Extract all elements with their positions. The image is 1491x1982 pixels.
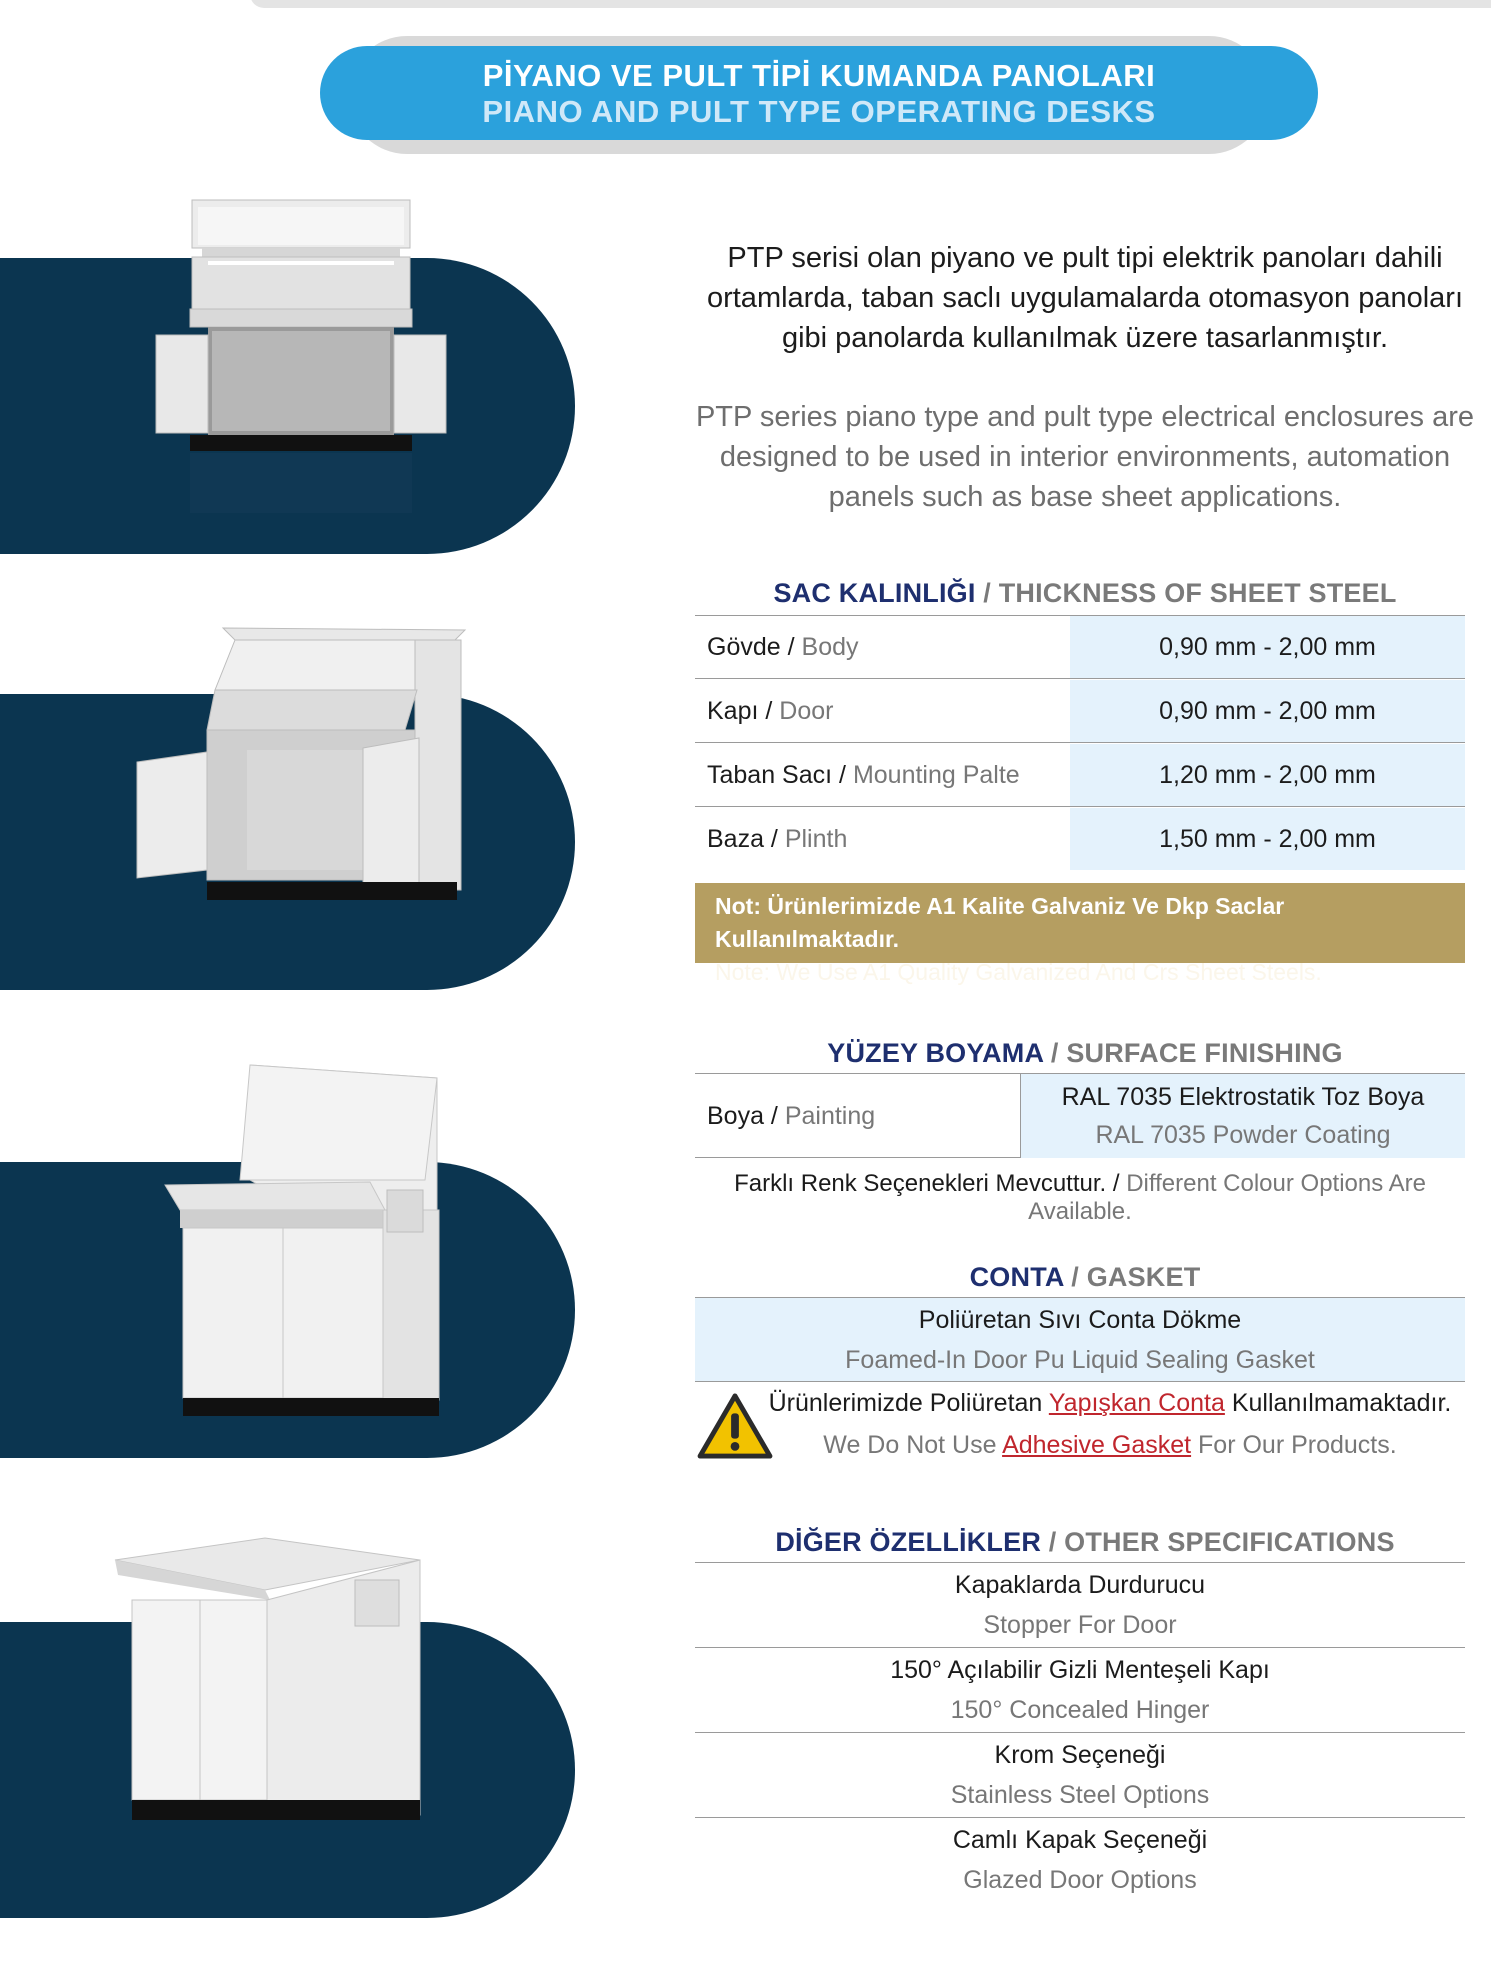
other-specs-heading-tr: DİĞER ÖZELLİKLER (775, 1527, 1042, 1557)
painting-row (695, 1074, 1465, 1158)
other-specs-heading: DİĞER ÖZELLİKLER / OTHER SPECIFICATIONS (775, 1527, 1395, 1557)
colour-options-en: Different Colour Options Are Available. (1028, 1170, 1426, 1225)
thickness-row-value: 1,20 mm - 2,00 mm (1070, 744, 1465, 806)
colour-options: Farklı Renk Seçenekleri Mevcuttur. / Different Colour Options Are Available. (734, 1170, 1426, 1225)
spec-item: 150° Açılabilir Gizli Menteşeli Kapı 150° Concealed Hinger (695, 1648, 1465, 1733)
material-note-en: Note: We Use A1 Quality Galvanized And Crs Sheet Steels. (715, 959, 1322, 985)
thickness-heading-en: THICKNESS OF SHEET STEEL (998, 578, 1397, 608)
title-banner (320, 46, 1318, 140)
thickness-row-label: Taban Sacı / Mounting Palte (707, 761, 1020, 789)
gasket-value-tr: Poliüretan Sıvı Conta Dökme (918, 1306, 1242, 1334)
gasket-warning-en: We Do Not Use Adhesive Gasket For Our Products. (823, 1431, 1397, 1459)
title-en: PIANO AND PULT TYPE OPERATING DESKS (482, 94, 1156, 129)
intro-text-en: PTP series piano type and pult type electrical enclosures are designed to be used in interior environments, automation panels such as base sheet applications. (695, 401, 1475, 513)
thickness-row-value: 0,90 mm - 2,00 mm (1070, 680, 1465, 742)
product-image-pult-desk-closed (155, 1060, 445, 1420)
material-note (695, 883, 1465, 985)
gasket-value (695, 1298, 1465, 1382)
title-tr: PİYANO VE PULT TİPİ KUMANDA PANOLARI (482, 58, 1156, 93)
thickness-heading-tr: SAC KALINLIĞI (773, 578, 976, 608)
thickness-row-label: Kapı / Door (707, 697, 834, 725)
thickness-row-value: 0,90 mm - 2,00 mm (1070, 616, 1465, 678)
thickness-row (695, 744, 1465, 807)
spec-item: Camlı Kapak Seçeneği Glazed Door Options (952, 1826, 1208, 1894)
thickness-row (695, 808, 1465, 871)
gasket-heading-tr: CONTA (969, 1262, 1064, 1292)
gasket-value-en: Foamed-In Door Pu Liquid Sealing Gasket (845, 1346, 1315, 1374)
painting-label: Boya / Painting (707, 1102, 876, 1130)
surface-heading-tr: YÜZEY BOYAMA (827, 1038, 1044, 1068)
colour-options-tr: Farklı Renk Seçenekleri Mevcuttur. (734, 1170, 1107, 1197)
gasket-warning-tr: Ürünlerimizde Poliüretan Yapışkan Conta Kullanılmamaktadır. (768, 1389, 1452, 1417)
surface-heading: YÜZEY BOYAMA / SURFACE FINISHING (827, 1038, 1343, 1068)
painting-value (1020, 1074, 1465, 1158)
thickness-row (695, 680, 1465, 743)
intro-text-tr: PTP serisi olan piyano ve pult tipi elektrik panoları dahili ortamlarda, taban saclı uygulamalarda otomasyon panoları gibi panolarda kullanılmak üzere tasarlanmıştır. (706, 242, 1464, 354)
thickness-row-value: 1,50 mm - 2,00 mm (1070, 808, 1465, 870)
adhesive-gasket-en-highlight: Adhesive Gasket (1002, 1431, 1192, 1459)
thickness-row-label: Baza / Plinth (707, 825, 848, 853)
spec-item: Krom Seçeneği Stainless Steel Options (695, 1733, 1465, 1818)
painting-value-en: RAL 7035 Powder Coating (1095, 1121, 1391, 1149)
product-image-pult-desk-open (135, 620, 475, 920)
top-decor-strip (250, 0, 1491, 8)
product-image-piano-desk-open (150, 195, 450, 525)
other-specs-heading-en: OTHER SPECIFICATIONS (1064, 1527, 1395, 1557)
gasket-heading-en: GASKET (1086, 1262, 1201, 1292)
adhesive-gasket-tr-highlight: Yapışkan Conta (1048, 1389, 1225, 1417)
surface-heading-en: SURFACE FINISHING (1066, 1038, 1343, 1068)
painting-value-tr: RAL 7035 Elektrostatik Toz Boya (1061, 1083, 1425, 1111)
spec-item: Kapaklarda Durdurucu Stopper For Door (695, 1563, 1465, 1648)
thickness-row-label: Gövde / Body (707, 633, 859, 661)
thickness-row (695, 616, 1465, 679)
material-note-tr: Not: Ürünlerimizde A1 Kalite Galvaniz Ve Dkp Saclar Kullanılmaktadır. (715, 893, 1285, 952)
product-image-console-closed (110, 1520, 430, 1860)
thickness-heading: SAC KALINLIĞI / THICKNESS OF SHEET STEEL (773, 578, 1397, 608)
gasket-heading: CONTA / GASKET (969, 1262, 1201, 1292)
